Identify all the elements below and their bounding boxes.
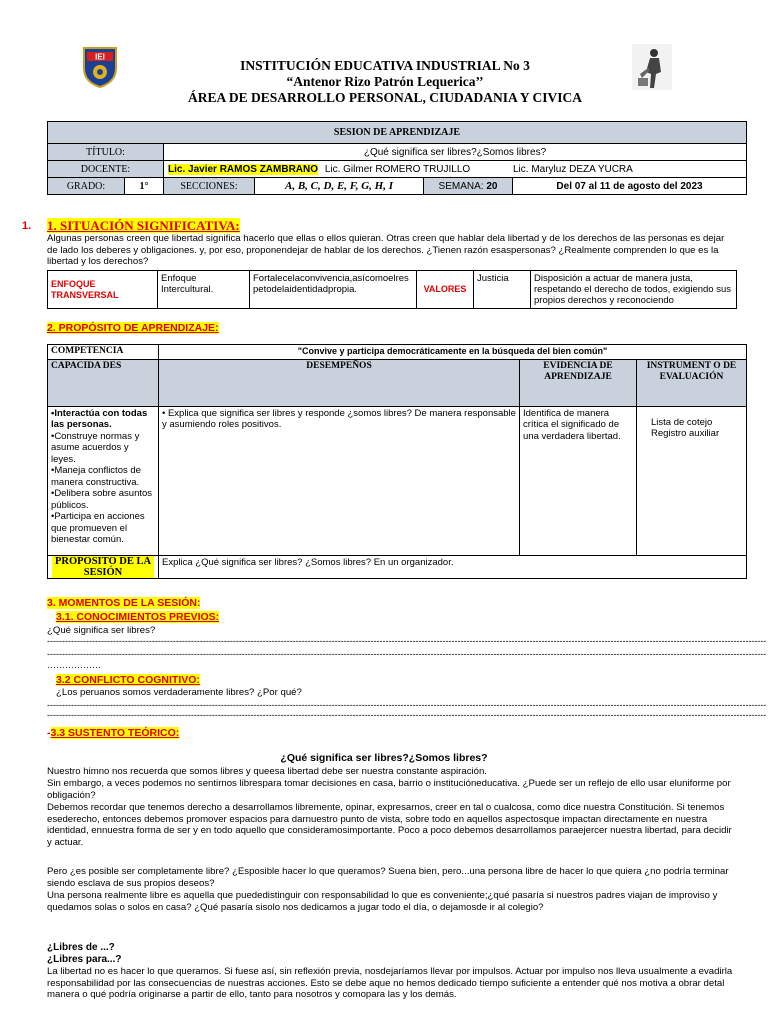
answer-line: ------------------------------------------------------------------------------------------------------------------------------------------------------------------------------------------------------------------------------------------------ [47, 636, 767, 646]
instrumento-cell [637, 406, 747, 555]
subsection-3-3-heading: -3.3 SUSTENTO TEÓRICO: [47, 727, 180, 739]
answer-line: ------------------------------------------------------------------------------------------------------------------------------------------------------------------------------------------------------------------------------------------------ [47, 700, 767, 710]
docente-1: Lic. Javier RAMOS ZAMBRANO [168, 163, 319, 175]
enfoque-label: ENFOQUE TRANSVERSAL [48, 271, 158, 309]
valor-value: Justicia [474, 271, 531, 309]
competencia-table [47, 344, 747, 579]
session-info-table [47, 121, 747, 195]
evidencia-value: Identifica de manera crítica el significado de una verdadera libertad. [520, 406, 637, 555]
competencia-label: COMPETENCIA [48, 345, 159, 360]
question-2: ¿Los peruanos somos verdaderamente libres? ¿Por qué? [56, 687, 302, 698]
capacidad-item: •Participa en acciones que promueven el bienestar común. [51, 511, 145, 545]
school-shield-logo [80, 44, 120, 88]
section-2-heading: 2. PROPÓSITO DE APRENDIZAJE: [47, 322, 219, 334]
question-1: ¿Qué significa ser libres? [47, 625, 156, 636]
desempenos-label: DESEMPEÑOS [159, 359, 520, 406]
section-1-number: 1. [22, 220, 32, 232]
enfoque-table [47, 270, 737, 309]
subsection-3-1-heading: 3.1. CONOCIMIENTOS PREVIOS: [56, 611, 220, 623]
valores-label: VALORES [417, 271, 474, 309]
answer-dots: ……………… [47, 660, 101, 670]
enfoque-desc: Fortalecelaconvivencia,asícomoelres petodelaidentidadpropia. [250, 271, 417, 309]
proposito-value: Explica ¿Qué significa ser libres? ¿Somos libres? En un organizador. [159, 555, 747, 578]
grado-value: 1° [125, 178, 164, 195]
theory-paragraph: La libertad no es hacer lo que queramos. Si fuese así, sin reflexión previa, nosdejaríamos llevar por impulsos. Actuar por impulso nos lleva usualmente a evadirla responsabilidad por las consecuencias de nuestras acciones. Esto se debe aque no hemos dedicado tiempo suficiente a entender qué nos motiva a obrar detal manera o qué podría originarse a partir de ello, tanto para nosotros y comopara las y los demás. [47, 966, 733, 1000]
semana-value: 20 [483, 180, 498, 192]
worker-figure-image [632, 44, 672, 90]
competencia-value: "Convive y participa democráticamente en la búsqueda del bien común" [159, 345, 747, 360]
proposito-label-cell [48, 555, 159, 578]
enfoque-value: Enfoque Intercultural. [158, 271, 250, 309]
grado-label: GRADO: [48, 178, 125, 195]
theory-paragraph: Nuestro himno nos recuerda que somos libres y queesa libertad debe ser nuestra constante aspiración. [47, 766, 487, 777]
instrumento-label: INSTRUMENT O DE EVALUACIÓN [637, 359, 747, 406]
proposito-label: PROPOSITO DE LA SESIÓN [52, 556, 154, 578]
libres-para-heading: ¿Libres para...? [47, 954, 122, 965]
valor-desc: Disposición a actuar de manera justa, respetando el derecho de todos, exigiendo sus propios derechos y reconociendo [531, 271, 737, 309]
section-1-text: Algunas personas creen que libertad significa hacerlo que ellas o ellos quieran. Otras creen que hablar dela libertad y de los derechos de las personas es dejar de lado los deberes y obligaciones. y, por eso, proponendejar de hablar de los derechos. ¿Tienen razón esaspersonas? ¿Realmente comprenden lo que es la libertad y los derechos? [47, 233, 725, 267]
capacidad-item: •Maneja conflictos de manera constructiva. [51, 465, 141, 488]
titulo-value: ¿Qué significa ser libres?¿Somos libres? [164, 144, 747, 161]
theory-title: ¿Qué significa ser libres?¿Somos libres? [280, 752, 488, 764]
evidencia-label: EVIDENCIA DE APRENDIZAJE [520, 359, 637, 406]
docente-2: Lic. Gilmer ROMERO TRUJILLO [324, 163, 471, 175]
desempeno-value: • Explica que significa ser libres y responde ¿somos libres? De manera responsable y asumiendo roles positivos. [159, 406, 520, 555]
school-name: “Antenor Rizo Patrón Lequerica’’ [286, 74, 484, 89]
fecha-value: Del 07 al 11 de agosto del 2023 [513, 178, 747, 195]
school-title: INSTITUCIÓN EDUCATIVA INDUSTRIAL No 3 [240, 58, 530, 73]
theory-paragraph: Sin embargo, a veces podemos no sentirnos librespara tomar decisiones en casa, barrio o institucióneducativa. ¿Puede ser un reflejo de ello usar eluniforme por obligación? [47, 778, 731, 801]
docente-label: DOCENTE: [48, 161, 164, 178]
theory-paragraph: Debemos recordar que tenemos derecho a desarrollamos libremente, opinar, expresarnos, creer en tal o cualcosa, como dice nuestra Constitución. Si tenemos esederecho, entonces debemos promover espacios para darnuestro punto de vista, sobre todo en aquellos aspectosque impactan directamente en nuestra identidad, ennuestra forma de ser y en todo aquello que consideramosimportante. Poco a poco debemos desarrollamos paraejercer nuestra libertad, para decidir y actuar. [47, 802, 732, 848]
area-title: ÁREA DE DESARROLLO PERSONAL, CIUDADANIA Y CIVICA [188, 90, 582, 105]
docente-list [164, 161, 747, 178]
session-heading: SESION DE APRENDIZAJE [48, 122, 747, 144]
capacidad-item: •Construye normas y asume acuerdos y leyes. [51, 430, 140, 465]
instrumento-1: Lista de cotejo [651, 416, 713, 428]
theory-paragraph: Pero ¿es posible ser completamente libre? ¿Esposible hacer lo que queramos? Suena bien, pero...una persona libre de hacer lo que quiera ¿no podría terminar siendo esclava de sus propios deseos? [47, 866, 729, 889]
section-3-heading: 3. MOMENTOS DE LA SESIÓN: [47, 597, 201, 609]
instrumento-2: Registro auxiliar [651, 428, 720, 439]
answer-line: ------------------------------------------------------------------------------------------------------------------------------------------------------------------------------------------------------------------------------------------------ [47, 710, 767, 720]
capacidades-cell [48, 406, 159, 555]
docente-3: Lic. Maryluz DEZA YUCRA [512, 163, 633, 175]
subsection-3-2-heading: 3.2 CONFLICTO COGNITIVO: [56, 674, 200, 686]
semana-cell [424, 178, 513, 195]
answer-line: ------------------------------------------------------------------------------------------------------------------------------------------------------------------------------------------------------------------------------------------------ [47, 649, 767, 659]
libres-de-heading: ¿Libres de ...? [47, 942, 115, 953]
section-1-heading: 1. SITUACIÓN SIGNIFICATIVA: [47, 218, 240, 233]
capacidad-item: •Interactúa con todas las personas. [51, 407, 148, 430]
capacidades-label: CAPACIDA DES [48, 359, 159, 406]
theory-paragraph: Una persona realmente libre es aquella que puededistinguir con responsabilidad lo que es conveniente;¿qué pasaría si nuestros padres viajan de improviso y quedamos solas o solos en casa? ¿Qué pasaría sisolo nos dedicamos a jugar todo el día, o dejamosde ir al colegio? [47, 890, 718, 913]
titulo-label: TÍTULO: [48, 144, 164, 161]
logo-text: IEI [95, 52, 105, 62]
capacidad-item: •Delibera sobre asuntos públicos. [51, 488, 153, 511]
secciones-label: SECCIONES: [164, 178, 255, 195]
secciones-value: A, B, C, D, E, F, G, H, I [255, 178, 424, 195]
semana-label: SEMANA: [438, 180, 484, 192]
